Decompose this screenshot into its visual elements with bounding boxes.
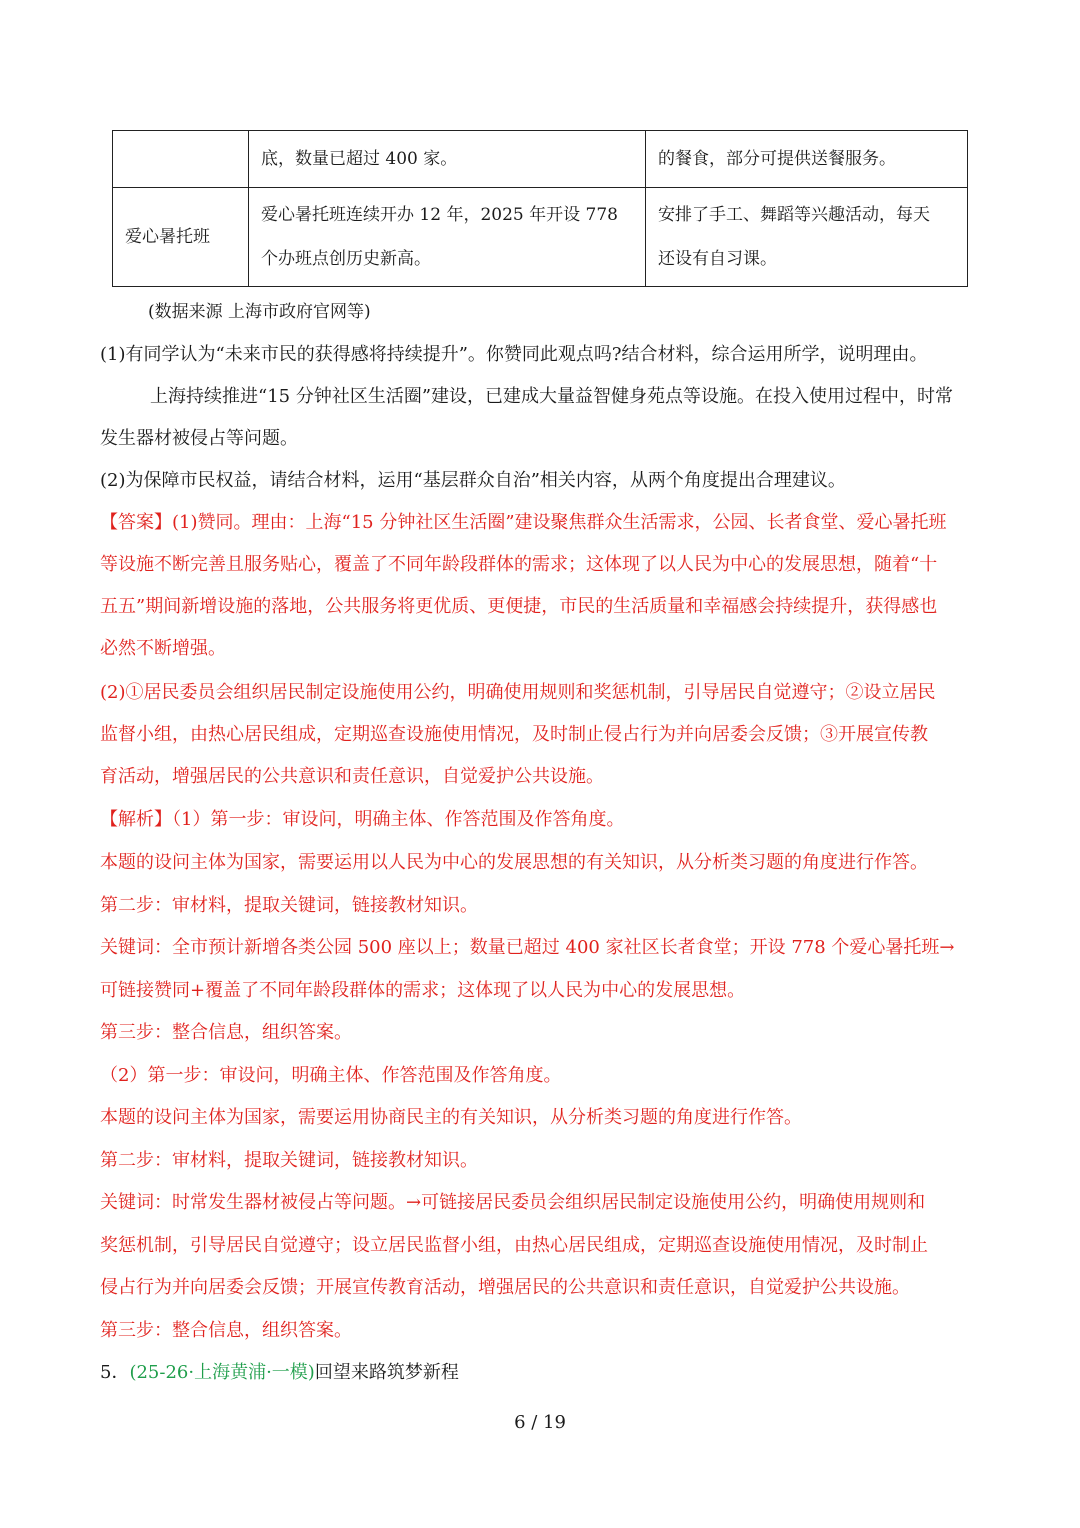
question-1: (1)有同学认为“未来市民的获得感将持续提升”。你赞同此观点吗?结合材料，综合运用所学，说明理由。	[100, 344, 928, 365]
cell-text: 安排了手工、舞蹈等兴趣活动，每天	[658, 205, 930, 225]
table-row	[113, 188, 968, 287]
analysis-line: 可链接赞同+覆盖了不同年龄段群体的需求；这体现了以人民为中心的发展思想。	[100, 980, 746, 1001]
cell-text: 个办班点创历史新高。	[261, 249, 431, 269]
question-5	[100, 1358, 990, 1388]
material-text: 发生器材被侵占等问题。	[100, 428, 298, 449]
cell-text: 还设有自习课。	[658, 249, 777, 269]
answer-label: 【答案】	[100, 512, 172, 533]
question-number: 5．	[100, 1362, 130, 1383]
analysis-line: 第二步：审材料，提取关键词，链接教材知识。	[100, 895, 478, 916]
analysis-line: 侵占行为并向居委会反馈；开展宣传教育活动，增强居民的公共意识和责任意识，自觉爱护公共设施。	[100, 1277, 910, 1298]
question-2: (2)为保障市民权益，请结合材料，运用“基层群众自治”相关内容，从两个角度提出合理建议。	[100, 470, 846, 491]
table-cell	[249, 131, 646, 188]
question-source: (25-26·上海黄浦·一模)	[129, 1362, 315, 1383]
answer-text: (1)赞同。理由：上海“15 分钟社区生活圈”建设聚焦群众生活需求，公园、长者食堂、爱心暑托班	[172, 512, 947, 533]
answer-line: 监督小组，由热心居民组成，定期巡查设施使用情况，及时制止侵占行为并向居委会反馈；③开展宣传教	[100, 724, 928, 745]
answer-line: (2)①居民委员会组织居民制定设施使用公约，明确使用规则和奖惩机制，引导居民自觉遵守；②设立居民	[100, 682, 936, 703]
page-number: 6 / 19	[514, 1412, 566, 1433]
cell-text: 的餐食，部分可提供送餐服务。	[658, 149, 896, 169]
table-cell: 爱心暑托班	[113, 188, 249, 287]
data-table	[112, 130, 968, 287]
analysis-label: 【解析】	[100, 809, 172, 830]
source-note: (数据来源 上海市政府官网等)	[148, 302, 371, 322]
material-text: 上海持续推进“15 分钟社区生活圈”建设，已建成大量益智健身苑点等设施。在投入使用过程中，时常	[150, 386, 954, 407]
question-title: 回望来路筑梦新程	[314, 1362, 459, 1383]
answer-line: 必然不断增强。	[100, 638, 226, 659]
cell-text: 底，数量已超过 400 家。	[261, 149, 458, 169]
analysis-line: 第三步：整合信息，组织答案。	[100, 1022, 352, 1043]
analysis-line: 关键词：时常发生器材被侵占等问题。→可链接居民委员会组织居民制定设施使用公约，明确使用规则和	[100, 1192, 926, 1213]
answer-line: 等设施不断完善且服务贴心，覆盖了不同年龄段群体的需求；这体现了以人民为中心的发展思想，随着“十	[100, 554, 938, 575]
cell-text: 爱心暑托班连续开办 12 年，2025 年开设 778	[261, 205, 618, 225]
analysis-line: 第三步：整合信息，组织答案。	[100, 1320, 352, 1341]
table-cell	[249, 188, 646, 287]
table-row	[113, 131, 968, 188]
answer-line: 育活动，增强居民的公共意识和责任意识，自觉爱护公共设施。	[100, 766, 604, 787]
analysis-line: 关键词：全市预计新增各类公园 500 座以上；数量已超过 400 家社区长者食堂；开设 778 个爱心暑托班→	[100, 937, 955, 958]
answer-line	[100, 508, 990, 538]
answer-line: 五五”期间新增设施的落地，公共服务将更优质、更便捷，市民的生活质量和幸福感会持续提升，获得感也	[100, 596, 938, 617]
analysis-line: 本题的设问主体为国家，需要运用协商民主的有关知识，从分析类习题的角度进行作答。	[100, 1107, 802, 1128]
analysis-line	[100, 805, 990, 835]
analysis-line: 奖惩机制，引导居民自觉遵守；设立居民监督小组，由热心居民组成，定期巡查设施使用情况，及时制止	[100, 1235, 928, 1256]
analysis-line: 本题的设问主体为国家，需要运用以人民为中心的发展思想的有关知识，从分析类习题的角度进行作答。	[100, 852, 928, 873]
table-cell	[646, 188, 968, 287]
analysis-line: （2）第一步：审设问，明确主体、作答范围及作答角度。	[100, 1065, 562, 1086]
analysis-line: 第二步：审材料，提取关键词，链接教材知识。	[100, 1150, 478, 1171]
analysis-text: （1）第一步：审设问，明确主体、作答范围及作答角度。	[172, 809, 625, 830]
table-cell	[113, 131, 249, 188]
table-cell	[646, 131, 968, 188]
